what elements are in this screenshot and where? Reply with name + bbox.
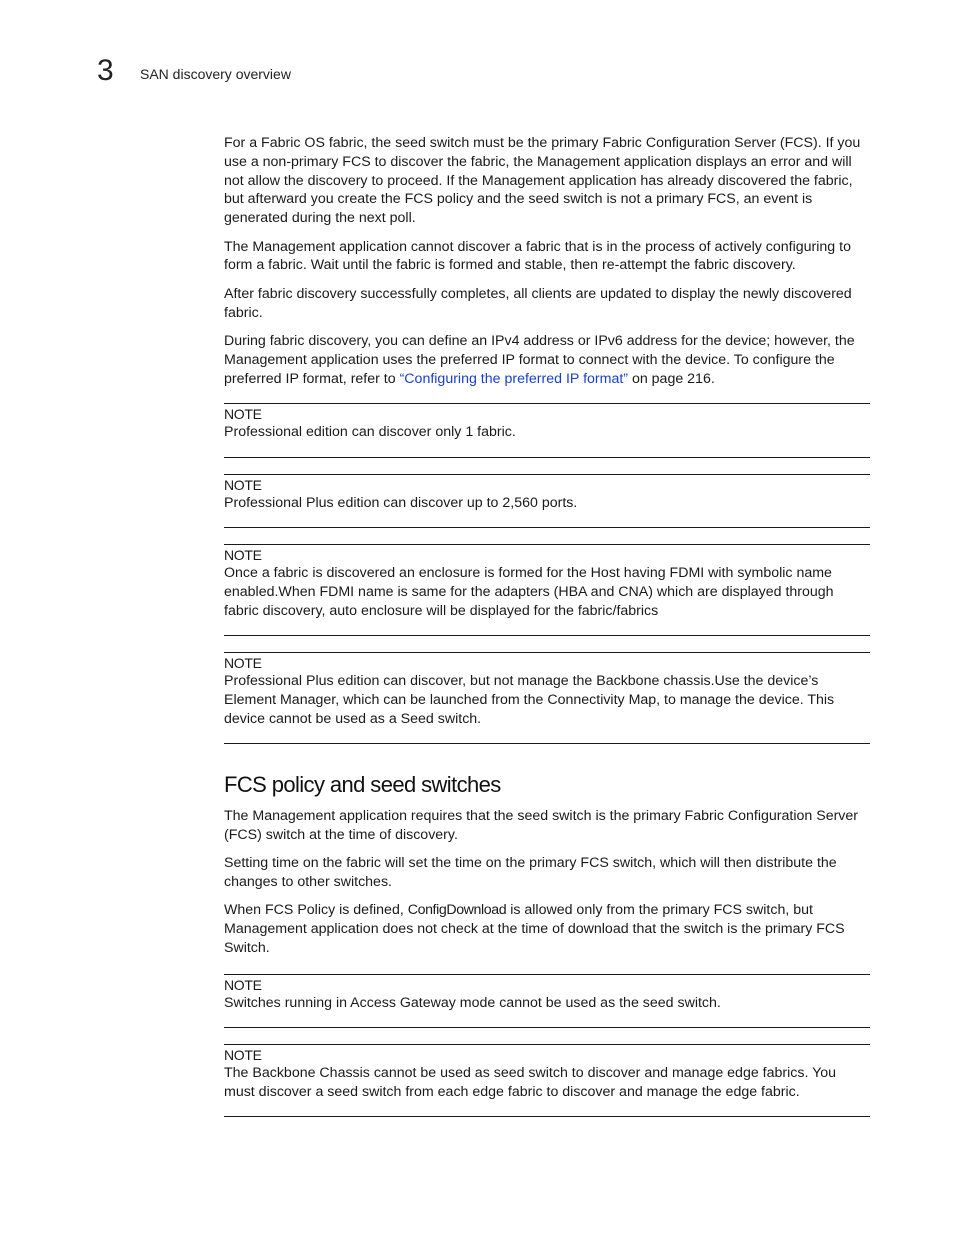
- section-heading: FCS policy and seed switches: [224, 772, 501, 798]
- paragraph-fcs-policy: [224, 901, 870, 957]
- note-label: NOTE: [224, 655, 262, 672]
- chapter-number: 3: [97, 54, 114, 87]
- note-box: [224, 403, 870, 457]
- note-text: The Backbone Chassis cannot be used as seed switch to discover and manage edge fabrics. You must discover a seed switch from each edge fabric to discover and manage the edge fabric.: [224, 1065, 837, 1101]
- note-box: [224, 974, 870, 1028]
- note-label: NOTE: [224, 406, 262, 423]
- paragraph-fcs-seed: For a Fabric OS fabric, the seed switch must be the primary Fabric Configuration Server (FCS). If you use a non-primary FCS to discover the fabric, the Management application displays an error and will not allow the discovery to proceed. If the Management application has already discovered the fabric, but afterward you create the FCS policy and the seed switch is not a primary FCS, an event is generated during the next poll.: [224, 135, 861, 227]
- note-text: Professional Plus edition can discover, but not manage the Backbone chassis.Use the device’s Element Manager, which can be launched from the Connectivity Map, to manage the device. This device cannot be used as a Seed switch.: [224, 673, 835, 727]
- paragraph-setting-time: Setting time on the fabric will set the time on the primary FCS switch, which will then distribute the changes to other switches.: [224, 855, 837, 891]
- note-box: [224, 652, 870, 744]
- note-box: [224, 1044, 870, 1117]
- ip-text-before: During fabric discovery, you can define an IPv4 address or IPv6 address for the device; however, the Management application uses the preferred IP format to connect with the device. To configure the preferred IP format, refer to: [224, 332, 855, 387]
- page-body: [224, 134, 870, 1117]
- paragraph-discovery-complete: After fabric discovery successfully completes, all clients are updated to display the newly discovered fabric.: [224, 285, 852, 321]
- note-text: Switches running in Access Gateway mode cannot be used as the seed switch.: [224, 994, 721, 1011]
- note-box: [224, 544, 870, 636]
- note-label: NOTE: [224, 976, 262, 993]
- policy-text-before: When FCS Policy is defined,: [224, 902, 408, 919]
- note-text: Professional edition can discover only 1 fabric.: [224, 424, 516, 441]
- note-box: [224, 474, 870, 528]
- note-label: NOTE: [224, 1047, 262, 1064]
- configdownload-command: ConfigDownload: [407, 902, 507, 919]
- paragraph-actively-configuring: The Management application cannot discover a fabric that is in the process of actively configuring to form a fabric. Wait until the fabric is formed and stable, then re-attempt the fabric discovery.: [224, 238, 851, 274]
- paragraph-ip-format: [224, 332, 870, 388]
- policy-text-after: is allowed only from the primary FCS switch, but Management application does not check at the time of download that the switch is the primary FCS Switch.: [224, 902, 845, 957]
- running-section-title: SAN discovery overview: [140, 66, 291, 82]
- note-label: NOTE: [224, 476, 262, 493]
- note-label: NOTE: [224, 547, 262, 564]
- paragraph-primary-fcs: The Management application requires that the seed switch is the primary Fabric Configuration Server (FCS) switch at the time of discovery.: [224, 808, 859, 843]
- note-text: Professional Plus edition can discover up to 2,560 ports.: [224, 494, 578, 511]
- preferred-ip-format-link[interactable]: “Configuring the preferred IP format”: [399, 370, 628, 387]
- note-text: Once a fabric is discovered an enclosure is formed for the Host having FDMI with symbolic name enabled.When FDMI name is same for the adapters (HBA and CNA) which are displayed through fabric discovery, auto enclosure will be displayed for the fabric/fabrics: [224, 565, 834, 619]
- ip-text-after: on page 216.: [628, 370, 715, 387]
